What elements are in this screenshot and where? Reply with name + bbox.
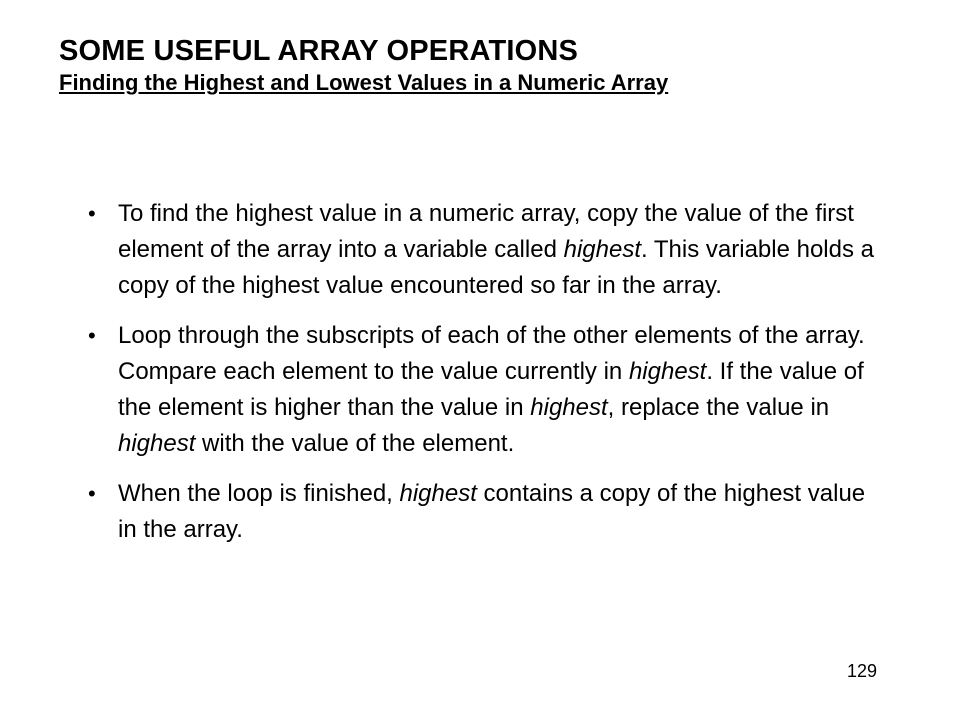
slide-title: SOME USEFUL ARRAY OPERATIONS xyxy=(59,35,579,67)
italic-term: highest xyxy=(530,394,608,421)
bullet-text: contains a copy of the highest value in the array. xyxy=(118,480,866,543)
bullet-dot-icon: • xyxy=(88,323,96,348)
bullet-text: . If the value of the element is higher than the value in xyxy=(118,358,864,421)
italic-term: highest xyxy=(628,358,707,385)
page-number: 129 xyxy=(846,661,877,681)
bullet-list xyxy=(88,196,888,562)
bullet-text: Loop through the subscripts of each of the other elements of the array. Compare each element to the value currently in xyxy=(118,322,865,385)
slide-subtitle: Finding the Highest and Lowest Values in a Numeric Array xyxy=(59,69,669,95)
bullet-item xyxy=(88,318,888,462)
bullet-item xyxy=(88,476,888,548)
title-block xyxy=(59,34,919,97)
bullet-text: . This variable holds a copy of the highest value encountered so far in the array. xyxy=(118,236,874,299)
bullet-text: , replace the value in xyxy=(607,394,830,421)
italic-term: highest xyxy=(118,430,196,457)
bullet-text: When the loop is finished, xyxy=(118,480,400,507)
italic-term: highest xyxy=(563,236,641,263)
italic-term: highest xyxy=(399,480,477,507)
bullet-text: To find the highest value in a numeric array, copy the value of the first element of the array into a variable called xyxy=(118,200,854,263)
bullet-dot-icon: • xyxy=(88,201,96,226)
bullet-item xyxy=(88,196,888,304)
bullet-text: with the value of the element. xyxy=(195,430,515,457)
bullet-dot-icon: • xyxy=(88,481,96,506)
